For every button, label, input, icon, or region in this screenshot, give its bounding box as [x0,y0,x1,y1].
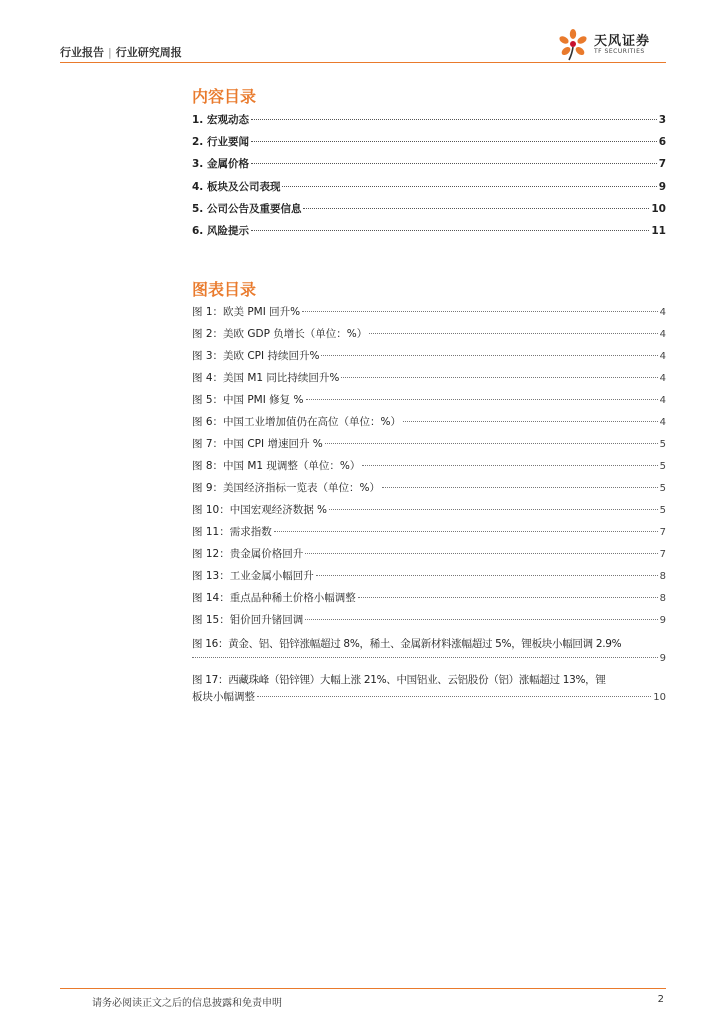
figure-item-label: 图 16：黄金、铝、铅锌涨幅超过 8%，稀土、金属新材料涨幅超过 5%，锂板块小幅回调 2.9% [192,638,622,650]
toc-title: 内容目录 [192,87,257,106]
figure-item-page: 5 [659,483,666,494]
figure-item-page: 7 [659,527,666,538]
figure-leader [257,696,651,697]
figure-item-label: 图 14：重点品种稀土价格小幅调整 [192,592,356,604]
toc-item-5[interactable] [192,201,666,223]
figure-item-11[interactable] [192,524,666,546]
figure-item-page: 4 [659,373,666,384]
figure-item-3[interactable] [192,348,666,370]
page-header [60,36,666,62]
figure-item-1[interactable] [192,304,666,326]
logo-text-cn: 天风证券 [594,34,651,49]
figure-item-page: 4 [659,351,666,362]
toc-item-label: 5. 公司公告及重要信息 [192,202,302,215]
figure-item-page: 7 [659,549,666,560]
figure-item-label: 图 3：美欧 CPI 持续回升% [192,350,320,362]
figure-item-label: 图 6：中国工业增加值仍在高位（单位：%） [192,416,401,428]
figure-item-13[interactable] [192,568,666,590]
figure-item-5[interactable] [192,392,666,414]
logo-flower-icon [556,28,590,62]
header-breadcrumb [60,44,182,60]
figure-list-title: 图表目录 [192,280,257,299]
figure-item-16[interactable] [192,636,666,668]
toc-leader [303,208,649,209]
figure-item-9[interactable] [192,480,666,502]
figure-item-page: 5 [659,461,666,472]
figure-leader [192,657,658,658]
toc-item-label: 6. 风险提示 [192,224,249,237]
header-subcategory: 行业研究周报 [115,46,182,59]
figure-leader [369,333,657,334]
toc-item-page: 10 [651,202,666,215]
header-category: 行业报告 [60,46,104,59]
toc-leader [251,163,657,164]
figure-leader [316,575,658,576]
toc-item-6[interactable] [192,223,666,245]
figure-item-12[interactable] [192,546,666,568]
figure-item-page: 5 [659,439,666,450]
figure-item-page: 9 [659,653,666,664]
logo-text-en: TF SECURITIES [594,48,645,55]
figure-item-10[interactable] [192,502,666,524]
toc-item-label: 2. 行业要闻 [192,136,249,149]
figure-item-label: 图 15：钼价回升锗回调 [192,614,304,626]
toc-leader [282,186,656,187]
toc-item-page: 9 [658,180,666,193]
figure-item-page: 9 [659,615,666,626]
figure-item-page: 10 [653,692,666,703]
figure-item-page: 8 [659,593,666,604]
company-logo [556,24,666,62]
figure-item-4[interactable] [192,370,666,392]
figure-leader [306,399,658,400]
figure-item-label: 图 9：美国经济指标一览表（单位：%） [192,482,380,494]
toc-list [192,112,666,245]
figure-item-label: 图 13：工业金属小幅回升 [192,570,314,582]
figure-item-label: 图 7：中国 CPI 增速回升 % [192,438,323,450]
page-number: 2 [657,994,664,1005]
figure-leader [302,311,657,312]
figure-item-page: 4 [659,329,666,340]
header-separator: | [108,46,112,59]
toc-item-page: 3 [658,114,666,126]
figure-item-label: 图 11：需求指数 [192,526,272,538]
figure-list [192,304,666,708]
toc-item-page: 6 [658,136,666,149]
figure-leader [325,443,658,444]
figure-leader [321,355,657,356]
header-divider [60,62,666,63]
toc-item-1[interactable] [192,112,666,134]
figure-item-label: 图 10：中国宏观经济数据 % [192,504,328,516]
figure-leader [403,421,658,422]
figure-item-label: 图 8：中国 M1 现调整（单位：%） [192,460,361,472]
toc-item-label: 4. 板块及公司表现 [192,180,281,193]
figure-leader [305,553,657,554]
toc-item-page: 11 [651,224,666,237]
figure-item-label: 图 5：中国 PMI 修复 % [192,394,304,406]
figure-leader [329,509,658,510]
toc-item-page: 7 [658,158,666,171]
figure-item-page: 4 [659,395,666,406]
figure-item-page: 4 [659,307,666,318]
figure-item-2[interactable] [192,326,666,348]
figure-item-label: 图 17：西藏珠峰（铅锌锂）大幅上涨 21%、中国铝业、云铝股份（铝）涨幅超过 13%，锂 [192,674,606,686]
toc-item-4[interactable] [192,179,666,201]
figure-item-label: 图 1：欧美 PMI 回升% [192,306,301,318]
figure-item-label-cont: 板块小幅调整 [192,691,255,703]
toc-item-2[interactable] [192,134,666,156]
figure-leader [358,597,658,598]
figure-item-14[interactable] [192,590,666,612]
toc-item-3[interactable] [192,156,666,178]
figure-leader [274,531,658,532]
figure-item-17[interactable] [192,672,666,708]
figure-item-page: 8 [659,571,666,582]
toc-leader [251,141,657,142]
figure-item-8[interactable] [192,458,666,480]
figure-leader [362,465,657,466]
figure-item-15[interactable] [192,612,666,634]
footer-divider [60,988,666,989]
figure-item-6[interactable] [192,414,666,436]
toc-item-label: 1. 宏观动态 [192,114,249,126]
figure-leader [305,619,657,620]
figure-item-label: 图 2：美欧 GDP 负增长（单位：%） [192,328,368,340]
toc-leader [251,119,657,120]
footer-disclaimer: 请务必阅读正文之后的信息披露和免责申明 [92,998,282,1009]
figure-leader [341,377,657,378]
figure-item-label: 图 4：美国 M1 同比持续回升% [192,372,340,384]
figure-item-page: 5 [659,505,666,516]
figure-leader [382,487,658,488]
figure-item-page: 4 [659,417,666,428]
toc-item-label: 3. 金属价格 [192,158,249,171]
figure-item-label: 图 12：贵金属价格回升 [192,548,304,560]
toc-leader [251,230,649,231]
figure-item-7[interactable] [192,436,666,458]
